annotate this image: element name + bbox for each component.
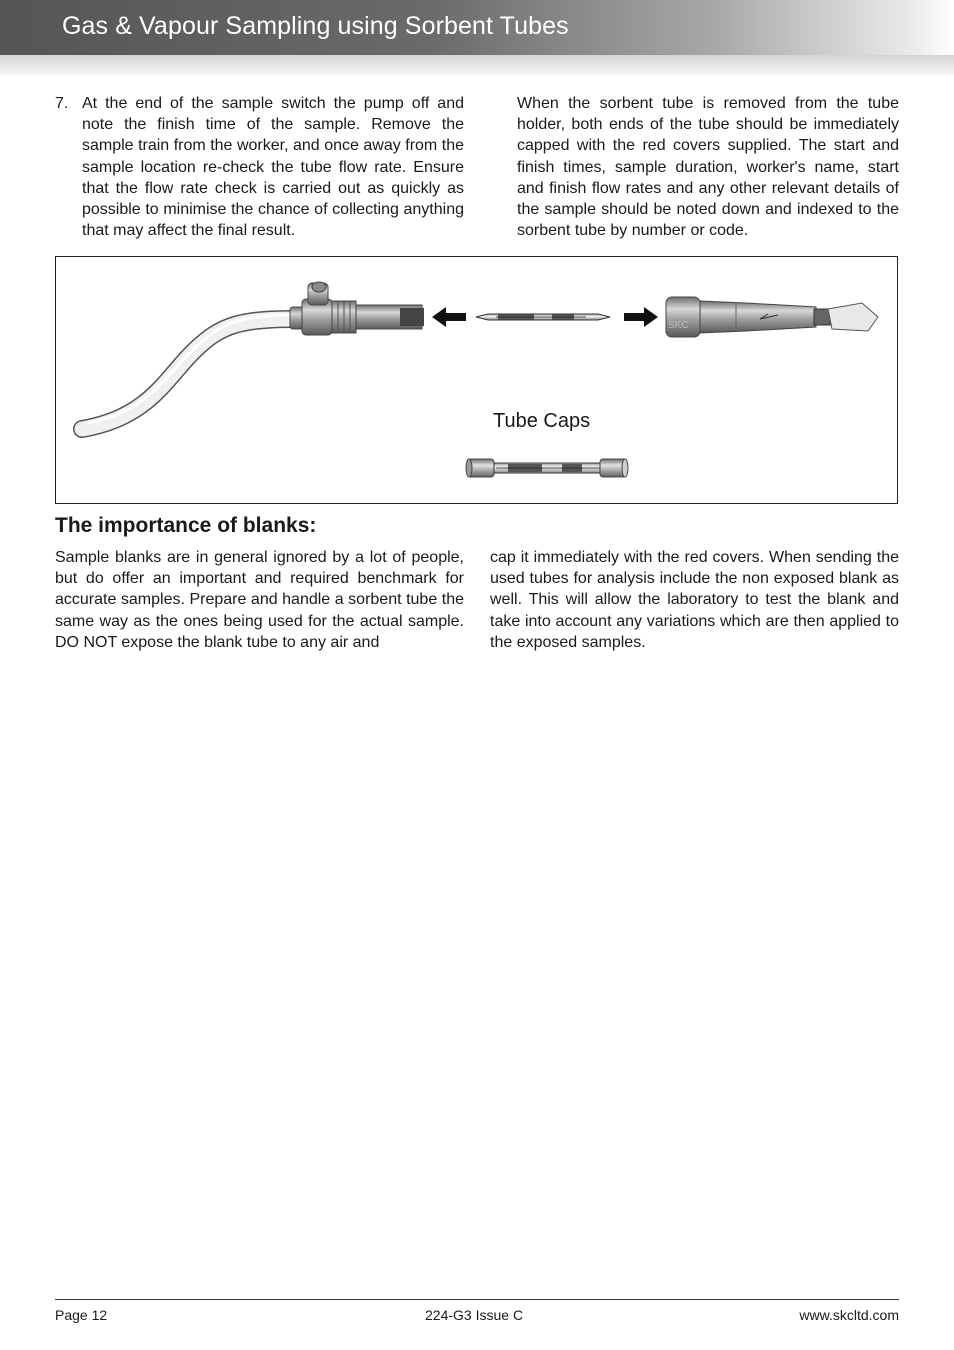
step-number: 7.	[55, 95, 69, 112]
arrow-left-icon	[432, 307, 466, 327]
arrow-right-icon	[624, 307, 658, 327]
header-bar	[0, 0, 954, 55]
section-heading: The importance of blanks:	[55, 514, 317, 537]
holder-logo: SKC	[668, 320, 689, 331]
tube-holder-icon	[290, 282, 424, 335]
footer-website: www.skcltd.com	[799, 1307, 899, 1323]
right-paragraph: When the sorbent tube is removed from the tube holder, both ends of the tube should be immediately capped with the red covers supplied. The start and finish times, sample duration, worker's name, start and finish flow rates and any other relevant details of the sample should be noted down and indexed to the sorbent tube by number or code.	[517, 95, 899, 240]
step-text: At the end of the sample switch the pump off and note the finish time of the sample. Remove the sample train from the worker, and once away from the sample location re-check the tube flow rate. Ensure that the flow rate check is carried out as quickly as possible to minimise the chance of collecting anything that may affect the final result.	[82, 95, 464, 240]
sorbent-tube-icon	[476, 314, 610, 320]
capped-sorbent-tube-icon	[466, 459, 628, 477]
blanks-paragraph-right: cap it immediately with the red covers. When sending the used tubes for analysis include the non exposed blank as well. This will allow the laboratory to test the blank and take into account any variations which are then applied to the exposed samples.	[490, 549, 899, 651]
footer-page-number: Page 12	[55, 1307, 108, 1323]
blanks-paragraph-left: Sample blanks are in general ignored by a lot of people, but do offer an important and required benchmark for accurate samples. Prepare and handle a sorbent tube the same way as the ones being used for the actual sample. DO NOT expose the blank tube to any air and	[55, 549, 464, 651]
sample-hose-icon	[82, 315, 294, 429]
header-band	[0, 55, 954, 75]
page-title: Gas & Vapour Sampling using Sorbent Tubes	[62, 12, 569, 40]
footer-divider	[55, 1299, 899, 1300]
footer-document-id: 224-G3 Issue C	[425, 1307, 524, 1323]
tube-cover-holder-icon	[666, 297, 878, 337]
figure-caption: Tube Caps	[493, 410, 591, 432]
sampling-train-figure	[55, 256, 898, 504]
